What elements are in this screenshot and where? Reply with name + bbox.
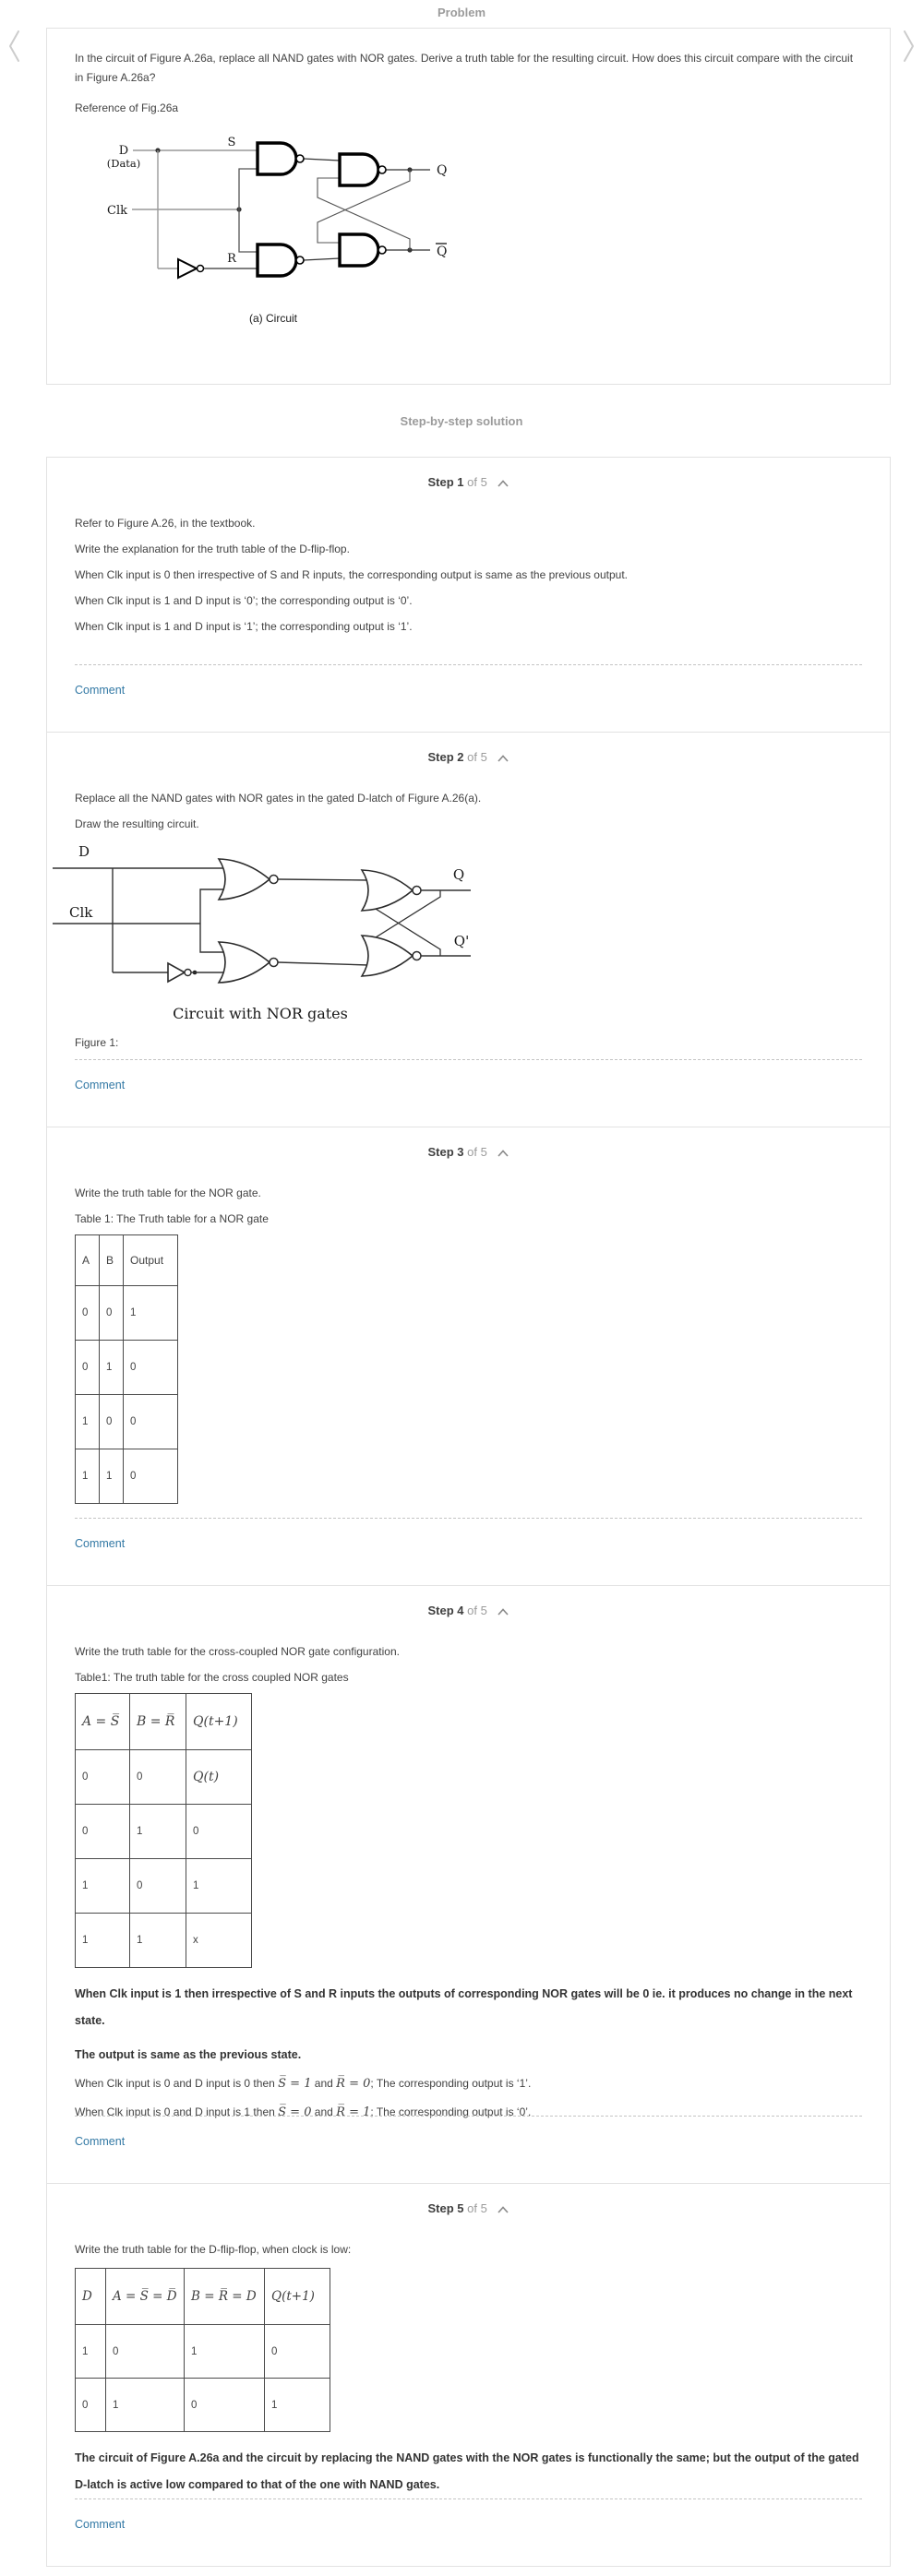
step-paragraph: When Clk input is 1 and D input is ‘1’; the corresponding output is ‘1’. <box>75 620 413 633</box>
step-2 <box>47 732 890 1127</box>
table-cell: 0 <box>124 1341 178 1395</box>
solution-heading: Step-by-step solution <box>400 414 523 428</box>
table-caption: Table 1: The Truth table for a NOR gate <box>75 1212 269 1225</box>
table-cell: 1 <box>76 1859 130 1914</box>
nor-circuit-caption: Circuit with NOR gates <box>173 1005 348 1022</box>
table-cell: 1 <box>100 1341 124 1395</box>
divider <box>75 664 862 665</box>
label-s: S <box>227 136 236 149</box>
divider <box>75 2498 862 2499</box>
math-line: When Clk input is 0 and D input is 0 then S̅ = 1 and R̅ = 0; The corresponding output is ‘1’. <box>75 2077 532 2091</box>
bold-note: The output is same as the previous state. <box>75 2048 302 2061</box>
bold-note: When Clk input is 1 then irrespective of S and R inputs the outputs of corresponding NOR gates will be 0 ie. it produces no change in the next state. <box>75 1987 853 2027</box>
label-clk: Clk <box>107 204 127 218</box>
table-row <box>76 1286 178 1341</box>
step-paragraph: Refer to Figure A.26, in the textbook. <box>75 517 256 530</box>
conclusion-note: The circuit of Figure A.26a and the circuit by replacing the NAND gates with the NOR gates is functionally the same; but the output of the gated D-latch is active low compared to that of the one with NAND gates. <box>75 2451 859 2491</box>
step-title: Step 3 <box>427 1145 464 1159</box>
math-line: When Clk input is 0 and D input is 1 then S̅ = 0 and R̅ = 1; The corresponding output is ‘0’. <box>75 2105 532 2119</box>
table-cell: 1 <box>76 1449 100 1504</box>
table-row <box>76 2379 330 2432</box>
table-cell: 0 <box>124 1449 178 1504</box>
step-3-header: Step 3 of 5 <box>75 1144 862 1162</box>
table-cell: 0 <box>186 1805 252 1859</box>
table-row <box>76 2325 330 2379</box>
table-header-cell: D <box>76 2269 106 2325</box>
label-data: (Data) <box>106 157 141 170</box>
table-row <box>76 1914 252 1968</box>
step-paragraph: Write the truth table for the D-flip-flop, when clock is low: <box>75 2243 352 2256</box>
table-cell: 0 <box>185 2379 265 2432</box>
step-5-header: Step 5 of 5 <box>75 2200 862 2218</box>
comment-link[interactable]: Comment <box>75 1079 126 1091</box>
table-cell: 0 <box>106 2325 185 2379</box>
chevron-up-icon[interactable] <box>497 1604 509 1620</box>
label-d: D <box>118 144 129 158</box>
table-cell: 0 <box>76 1805 130 1859</box>
table-cell: x <box>186 1914 252 1968</box>
table-cell: 1 <box>185 2325 265 2379</box>
steps-container <box>46 457 891 2567</box>
table-cell: 0 <box>124 1395 178 1449</box>
chevron-right-icon[interactable] <box>901 26 917 71</box>
table-cell: 0 <box>265 2325 330 2379</box>
table-row <box>76 1395 178 1449</box>
table-cell: 0 <box>76 1750 130 1805</box>
table-header-cell: A = S̅ = D̅ <box>106 2269 185 2325</box>
step-title: Step 4 <box>427 1604 464 1617</box>
table-caption: Table1: The truth table for the cross coupled NOR gates <box>75 1671 349 1684</box>
table-cell: 1 <box>186 1859 252 1914</box>
table-row <box>76 1805 252 1859</box>
problem-reference: Reference of Fig.26a <box>75 101 179 114</box>
table-cell: 1 <box>124 1286 178 1341</box>
table-header-cell: B = R̅ = D <box>185 2269 265 2325</box>
step-title: Step 2 <box>427 750 464 764</box>
table-row <box>76 1341 178 1395</box>
dflipflop-truth-table <box>75 2268 330 2432</box>
nor-truth-table <box>75 1234 178 1504</box>
divider <box>75 1059 862 1060</box>
step-1 <box>47 458 890 732</box>
table-cell: 0 <box>100 1395 124 1449</box>
label-r: R <box>227 252 236 266</box>
table-cell: 1 <box>130 1805 186 1859</box>
table-cell: 0 <box>130 1859 186 1914</box>
table-header-cell: Q(t+1) <box>186 1694 252 1750</box>
step-5 <box>47 2183 890 2566</box>
nand-circuit-diagram <box>93 135 862 342</box>
step-paragraph: When Clk input is 1 and D input is ‘0’; the corresponding output is ‘0’. <box>75 594 413 607</box>
chevron-up-icon[interactable] <box>497 475 509 492</box>
problem-card <box>46 28 891 385</box>
table-header-cell: Output <box>124 1235 178 1286</box>
step-4-header: Step 4 of 5 <box>75 1603 862 1620</box>
step-paragraph: Replace all the NAND gates with NOR gates in the gated D-latch of Figure A.26(a). <box>75 792 482 805</box>
step-paragraph: Draw the resulting circuit. <box>75 817 199 830</box>
table-cell: 1 <box>76 1914 130 1968</box>
problem-statement: In the circuit of Figure A.26a, replace all NAND gates with NOR gates. Derive a truth table for the resulting circuit. How does this circuit compare with the circuit in Figure A.26a? <box>75 52 854 84</box>
label-d: D <box>78 843 90 860</box>
table-cell: 0 <box>100 1286 124 1341</box>
label-q: Q <box>437 163 448 178</box>
figure-label: Figure 1: <box>75 1036 119 1049</box>
chevron-up-icon[interactable] <box>497 750 509 767</box>
label-q-bar: Q <box>437 244 448 259</box>
table-header-cell: A <box>76 1235 100 1286</box>
label-q: Q <box>452 866 465 883</box>
comment-link[interactable]: Comment <box>75 1537 126 1550</box>
step-paragraph: When Clk input is 0 then irrespective of S and R inputs, the corresponding output is same as the previous output. <box>75 568 628 581</box>
step-paragraph: Write the explanation for the truth table of the D-flip-flop. <box>75 543 350 555</box>
divider <box>75 1518 862 1519</box>
table-cell: 0 <box>76 1286 100 1341</box>
table-row <box>76 1859 252 1914</box>
table-header-cell: B <box>100 1235 124 1286</box>
table-cell: 1 <box>130 1914 186 1968</box>
table-cell: 0 <box>130 1750 186 1805</box>
table-cell: 1 <box>76 1395 100 1449</box>
problem-heading: Problem <box>437 6 485 19</box>
table-cell: 1 <box>265 2379 330 2432</box>
comment-link[interactable]: Comment <box>75 2518 126 2531</box>
step-paragraph: Write the truth table for the cross-coupled NOR gate configuration. <box>75 1645 400 1658</box>
cross-coupled-nor-truth-table <box>75 1693 252 1968</box>
step-title: Step 5 <box>427 2201 464 2215</box>
step-3 <box>47 1127 890 1585</box>
label-q-prime: Q' <box>453 933 470 949</box>
chevron-up-icon[interactable] <box>497 1145 509 1162</box>
table-cell: 1 <box>106 2379 185 2432</box>
table-cell: Q(t) <box>186 1750 252 1805</box>
divider <box>75 2116 862 2117</box>
table-row <box>76 1449 178 1504</box>
table-header-cell: A = S̅ <box>76 1694 130 1750</box>
table-cell: 1 <box>76 2325 106 2379</box>
step-4 <box>47 1585 890 2183</box>
step-2-header: Step 2 of 5 <box>75 749 862 767</box>
step-1-header: Step 1 of 5 <box>75 474 862 492</box>
table-cell: 0 <box>76 2379 106 2432</box>
comment-link[interactable]: Comment <box>75 684 126 697</box>
chevron-left-icon[interactable] <box>6 26 22 71</box>
label-clk: Clk <box>69 904 93 921</box>
chevron-up-icon[interactable] <box>497 2201 509 2218</box>
nor-circuit-diagram <box>47 842 862 1032</box>
table-cell: 1 <box>100 1449 124 1504</box>
table-header-cell: Q(t+1) <box>265 2269 330 2325</box>
comment-link[interactable]: Comment <box>75 2135 126 2148</box>
step-paragraph: Write the truth table for the NOR gate. <box>75 1187 261 1199</box>
table-row <box>76 1750 252 1805</box>
table-cell: 0 <box>76 1341 100 1395</box>
table-header-cell: B = R̅ <box>130 1694 186 1750</box>
circuit-caption: (a) Circuit <box>248 312 298 325</box>
step-title: Step 1 <box>427 475 464 489</box>
